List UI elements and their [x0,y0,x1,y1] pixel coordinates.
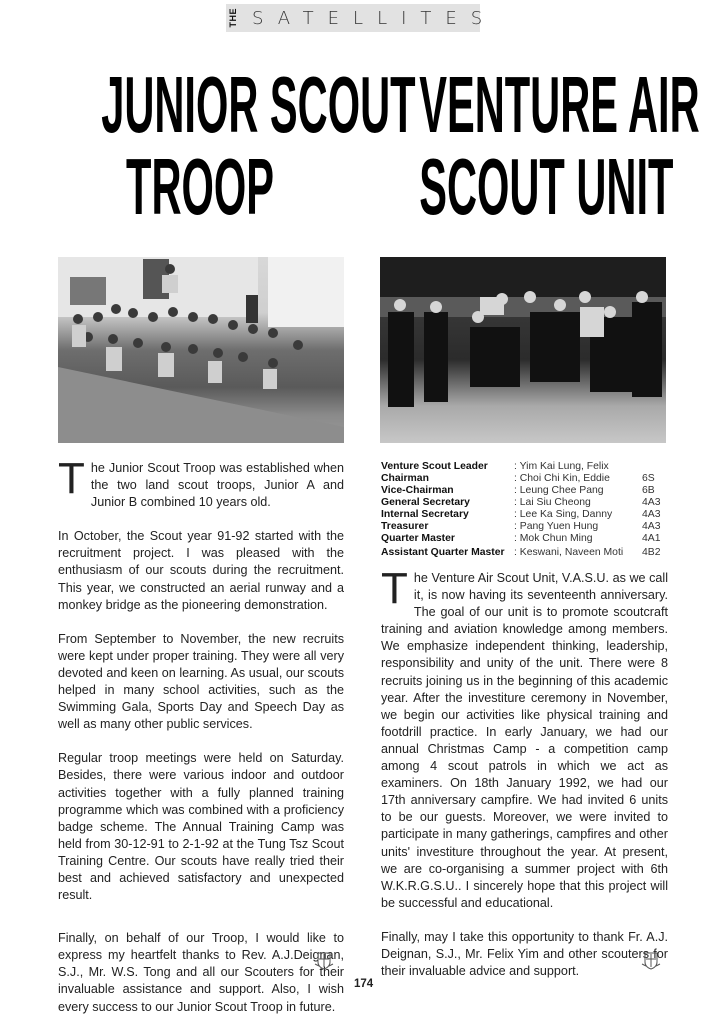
roster-row: Vice-Chairman : Leung Chee Pang 6B [381,485,655,496]
school-crest-icon [314,951,334,971]
drop-cap: T [58,454,85,503]
roster-row: Venture Scout Leader : Yim Kai Lung, Felix [381,461,609,472]
roster-row: Internal Secretary : Lee Ka Sing, Danny 4A3 [381,509,661,520]
venture-unit-article-body [381,564,668,997]
roster-row: General Secretary : Lai Siu Cheong 4A3 [381,497,661,508]
school-crest-icon [641,951,661,971]
article-paragraph: Finally, may I take this opportunity to thank Fr. A.J. Deignan, S.J., Mr. Felix Yim and other scouters for their invaluable advice and support. [381,929,668,979]
header-prefix: THE [228,8,238,28]
article-paragraph: The Junior Scout Troop was established when the two land scout troops, Junior A and Junior B combined 10 years old. [58,454,344,510]
venture-unit-photo [380,257,666,443]
right-title-line1: VENTURE AIR [419,60,700,149]
left-title-line1: JUNIOR SCOUT [101,60,416,149]
unit-officers-roster [381,461,671,559]
roster-row: Chairman : Choi Chi Kin, Eddie 6S [381,473,655,484]
junior-troop-photo-art [58,257,344,443]
drop-cap: T [381,564,408,613]
roster-row: Quarter Master : Mok Chun Ming 4A1 [381,533,661,544]
right-article-title [419,60,700,231]
page-number: 174 [354,978,374,990]
article-paragraph: Regular troop meetings were held on Saturday. Besides, there were various indoor and outdoor activities together with a fully planned training programme which was combined with a proficiency badge scheme. The Annual Training Camp was held from 30-12-91 to 2-1-92 at the Tung Tsz Scout Training Centre. Our scouts have really tried their best and achieved satisfactory and unexpected result. [58,751,344,903]
roster-row: Treasurer : Pang Yuen Hung 4A3 [381,521,661,532]
left-title-line2: TROOP [126,142,274,231]
junior-troop-article-body [58,454,344,1033]
header-title: SATELLITES [252,7,497,29]
magazine-header [226,4,497,32]
junior-troop-photo [58,257,344,443]
article-paragraph: In October, the Scout year 91-92 started with the recruitment project. I was pleased with the enthusiasm of our scouts during the recruitment. This year, we constructed an aerial runway and a monkey bridge as the pioneering demonstration. [58,529,344,612]
article-paragraph: From September to November, the new recruits were kept under proper training. They were all very devoted and keen on learning. As usual, our scouts helped in many school activities, such as the Swimming Gala, Sports Day and Speech Day as well as many other public services. [58,631,344,732]
article-paragraph: The Venture Air Scout Unit, V.A.S.U. as we call it, is now having its seventeenth anniversary. The goal of our unit is to promote scoutcraft training and aviation knowledge among members. We emphasize independent thinking, leadership, responsibility and unity of the unit. There were 8 recruits joining us in the beginning of this academic year. After the investiture ceremony in November, we begin our activities like physical training and footdrill practice. In early January, we had our annual Christmas Camp - a competition camp among 4 scout patrols in which we act as examiners. On 18th January 1992, we had our 17th anniversary campfire. We had invited 6 units to be our guests. Moreover, we were invited to participate in many gatherings, campfires and other units' investiture throughout the year. At present, we are co-organising a summer project with 6th W.K.R.G.S.U.. I sincerely hope that this project will be successful and educational. [381,564,668,910]
venture-unit-photo-art [380,257,666,443]
article-paragraph: Finally, on behalf of our Troop, I would like to express my heartfelt thanks to Rev. A.J.Deignan, S.J., Mr. W.S. Tong and all our Scouters for their invaluable assistance and support. Also, I wish every success to our Junior Scout Troop in future. [58,931,344,1014]
right-title-line2: SCOUT UNIT [419,142,674,231]
left-article-title [101,60,416,231]
roster-row: Assistant Quarter Master : Keswani, Naveen Moti 4B2 [381,547,661,558]
